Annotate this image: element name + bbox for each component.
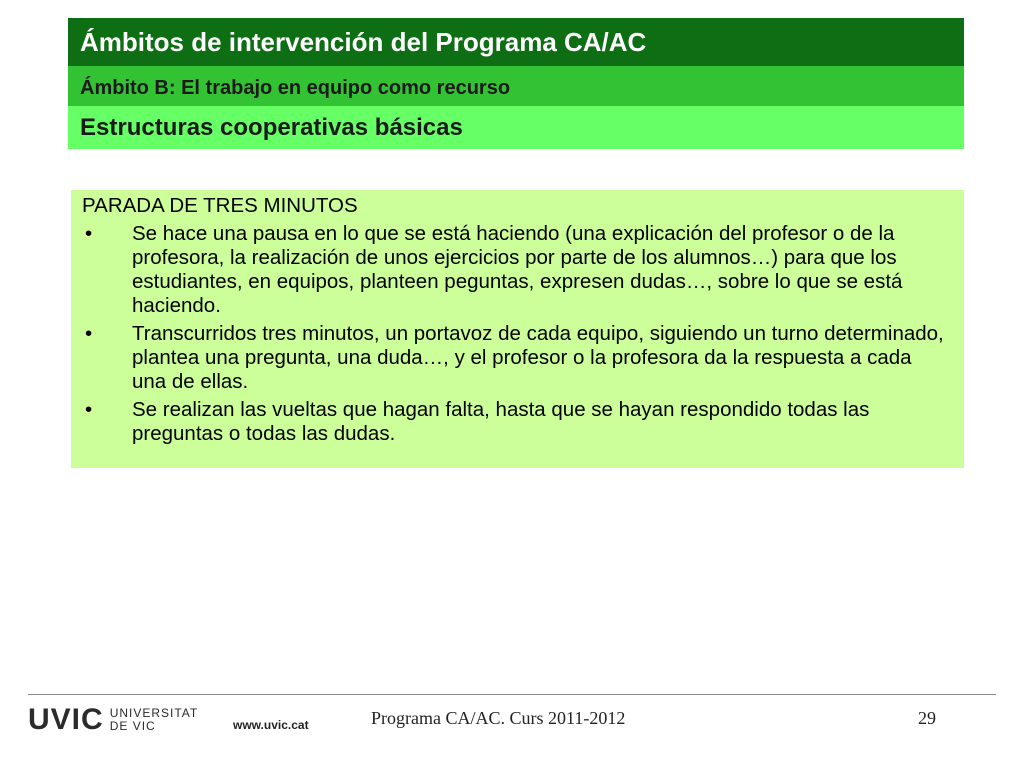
slide-subtitle: Ámbito B: El trabajo en equipo como recurso bbox=[68, 66, 964, 106]
university-logo bbox=[28, 703, 198, 737]
content-heading: PARADA DE TRES MINUTOS bbox=[82, 194, 358, 217]
footer-text: Programa CA/AC. Curs 2011-2012 bbox=[371, 708, 626, 728]
bullet-list bbox=[82, 222, 948, 446]
logo-mark: UVIC bbox=[28, 703, 104, 736]
bullet-item bbox=[82, 222, 948, 318]
bullet-item bbox=[82, 322, 948, 394]
slide-title: Ámbitos de intervención del Programa CA/AC bbox=[68, 18, 964, 66]
logo-line-1: UNIVERSITAT bbox=[109, 706, 199, 720]
page-number: 29 bbox=[918, 708, 936, 728]
bullet-icon: • bbox=[85, 398, 93, 421]
bullet-text: Se hace una pausa en lo que se está haciendo (una explicación del profesor o de la profesora, la realización de unos ejercicios por parte de los alumnos…) para que los estudiantes, en equipos, planteen peguntas, expresen dudas…, sobre lo que se está haciendo. bbox=[132, 222, 903, 317]
bullet-text: Transcurridos tres minutos, un portavoz de cada equipo, siguiendo un turno determinado, plantea una pregunta, una duda…, y el profesor o la profesora da la respuesta a cada una de ellas. bbox=[132, 322, 944, 393]
website-link[interactable]: www.uvic.cat bbox=[233, 718, 309, 732]
logo-line-2: DE VIC bbox=[109, 719, 156, 733]
section-title: Estructuras cooperativas básicas bbox=[68, 106, 964, 149]
bullet-text: Se realizan las vueltas que hagan falta, hasta que se hayan respondido todas las preguntas o todas las dudas. bbox=[132, 398, 870, 445]
bullet-icon: • bbox=[85, 322, 93, 345]
logo-subtitle bbox=[110, 707, 199, 733]
content-box bbox=[71, 190, 964, 468]
footer-divider bbox=[28, 694, 996, 695]
bullet-item bbox=[82, 398, 948, 446]
bullet-icon: • bbox=[85, 222, 93, 245]
